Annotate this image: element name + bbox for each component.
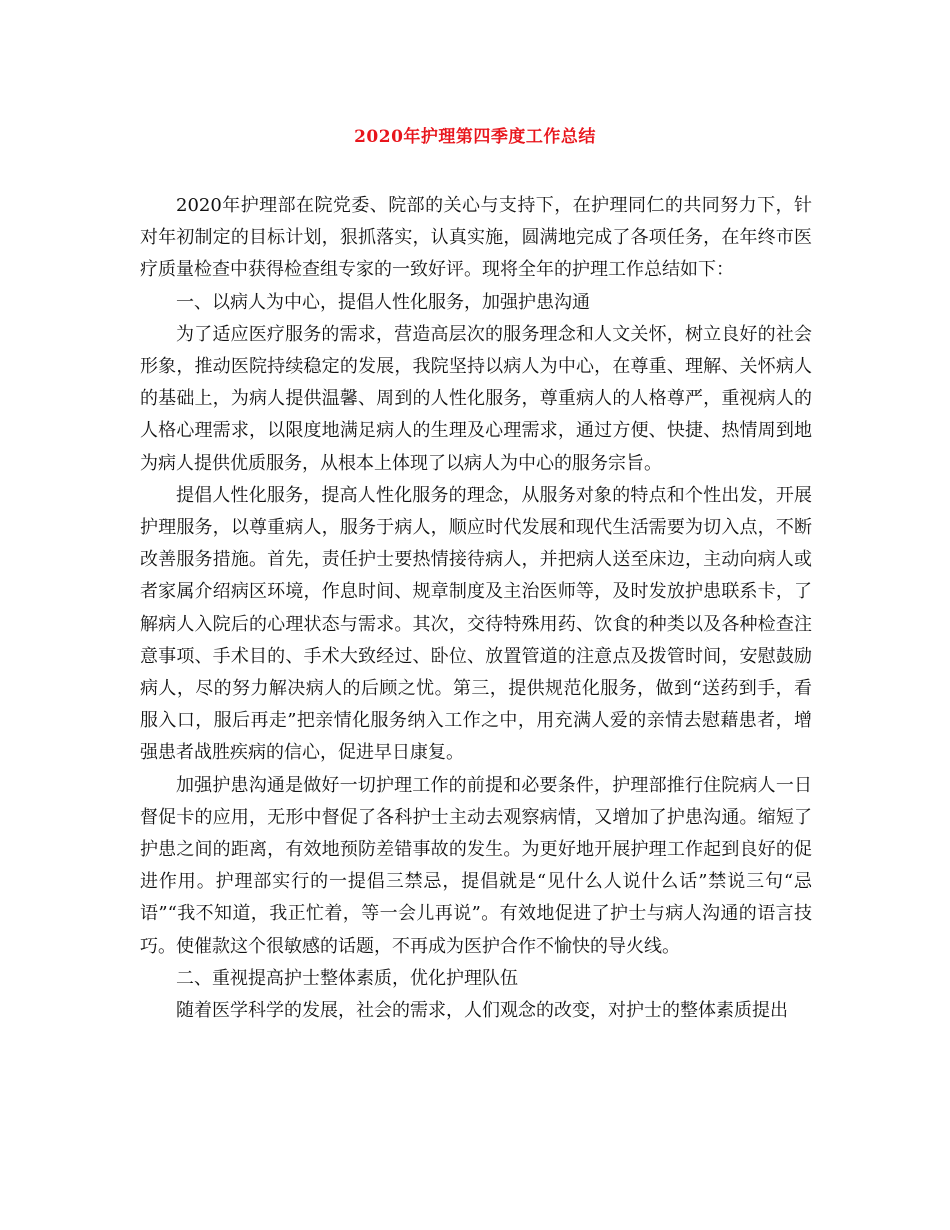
paragraph: 随着医学科学的发展，社会的需求，人们观念的改变，对护士的整体素质提出 (176, 1000, 788, 1022)
section-heading-1: 一、以病人为中心，提倡人性化服务，加强护患沟通 (176, 291, 590, 313)
paragraph: 加强护患沟通是做好一切护理工作的前提和必要条件，护理部推行住院病人一日督促卡的应用，无形中督促了各科护士主动去观察病情，又增加了护患沟通。缩短了护患之间的距离，有效地预防差错事故的发生。为更好地开展护理工作起到良好的促进作用。护理部实行的一提倡三禁忌，提倡就是“见什么人说什么话”禁说三句“忌语”“我不知道，我正忙着，等一会儿再说”。有效地促进了护士与病人沟通的语言技巧。使催款这个很敏感的话题，不再成为医护合作不愉快的导火线。 (140, 774, 812, 957)
paragraph: 提倡人性化服务，提高人性化服务的理念，从服务对象的特点和个性出发，开展护理服务，以尊重病人，服务于病人，顺应时代发展和现代生活需要为切入点，不断改善服务措施。首先，责任护士要热情接待病人，并把病人送至床边，主动向病人或者家属介绍病区环境，作息时间、规章制度及主治医师等，及时发放护患联系卡，了解病人入院后的心理状态与需求。其次，交待特殊用药、饮食的种类以及各种检查注意事项、手术目的、手术大致经过、卧位、放置管道的注意点及拨管时间，安慰鼓励病人，尽的努力解决病人的后顾之忧。第三，提供规范化服务，做到“送药到手，看服入口，服后再走”把亲情化服务纳入工作之中，用充满人爱的亲情去慰藉患者，增强患者战胜疾病的信心，促进早日康复。 (140, 484, 812, 764)
document-body (140, 190, 812, 1027)
paragraph-intro: 2020年护理部在院党委、院部的关心与支持下，在护理同仁的共同努力下，针对年初制定的目标计划，狠抓落实，认真实施，圆满地完成了各项任务，在年终市医疗质量检查中获得检查组专家的一致好评。现将全年的护理工作总结如下： (140, 195, 812, 281)
document-title: 2020年护理第四季度工作总结 (354, 127, 596, 147)
paragraph: 为了适应医疗服务的需求，营造高层次的服务理念和人文关怀，树立良好的社会形象，推动医院持续稳定的发展，我院坚持以病人为中心，在尊重、理解、关怀病人的基础上，为病人提供温馨、周到的人性化服务，尊重病人的人格尊严，重视病人的人格心理需求，以限度地满足病人的生理及心理需求，通过方便、快捷、热情周到地为病人提供优质服务，从根本上体现了以病人为中心的服务宗旨。 (140, 323, 812, 474)
section-heading-2: 二、重视提高护士整体素质，优化护理队伍 (176, 967, 518, 989)
